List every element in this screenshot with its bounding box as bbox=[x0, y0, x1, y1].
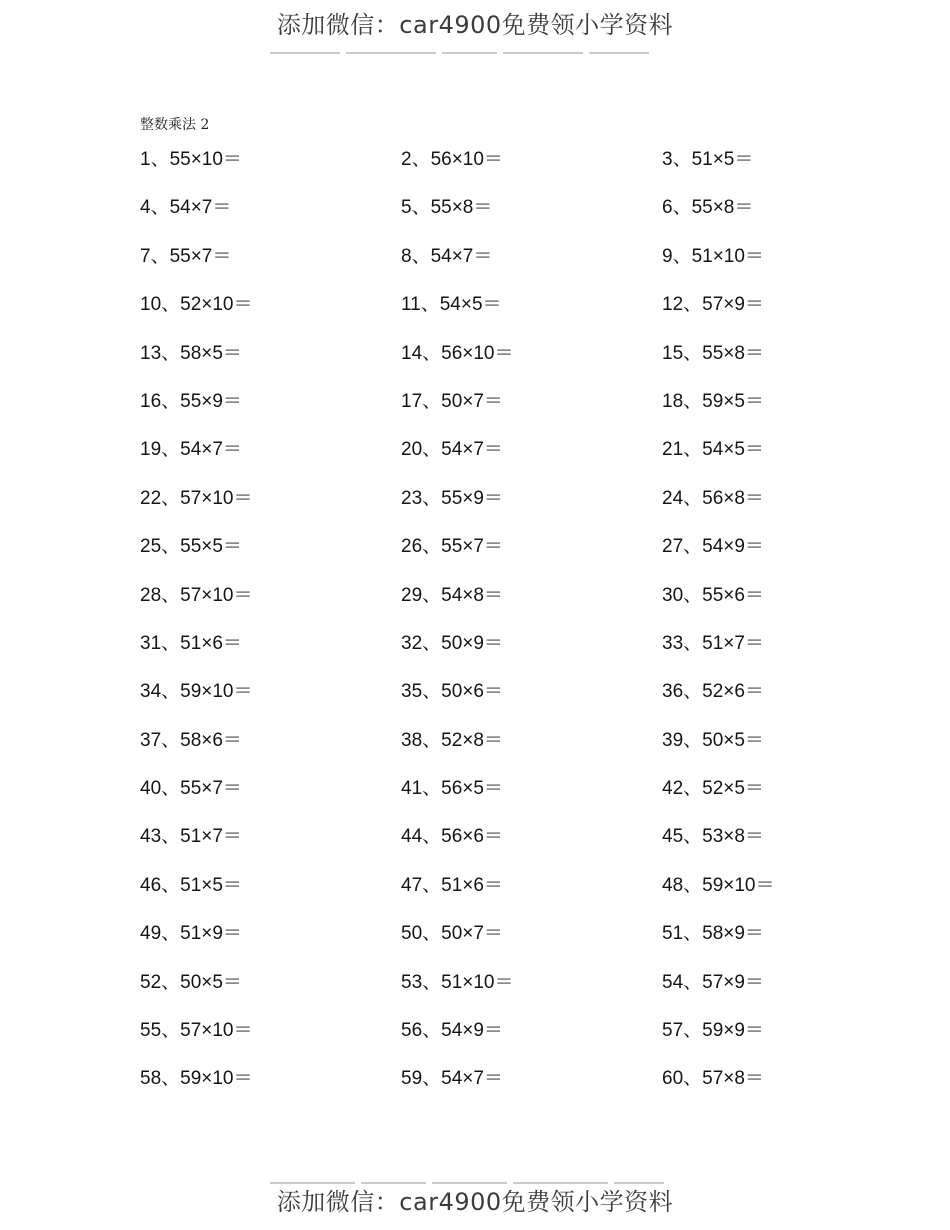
problem-item: 59、54×7＝ bbox=[401, 1068, 503, 1090]
problem-item: 23、55×9＝ bbox=[401, 487, 503, 509]
problem-grid bbox=[140, 146, 940, 1114]
problem-item: 10、52×10＝ bbox=[140, 294, 253, 316]
problem-item: 26、55×7＝ bbox=[401, 536, 503, 558]
problem-item: 6、55×8＝ bbox=[662, 197, 754, 219]
problem-item: 28、57×10＝ bbox=[140, 584, 253, 606]
problem-item: 18、59×5＝ bbox=[662, 390, 764, 412]
problem-item: 9、51×10＝ bbox=[662, 245, 764, 267]
problem-item: 40、55×7＝ bbox=[140, 778, 242, 800]
problem-item: 55、57×10＝ bbox=[140, 1020, 253, 1042]
problem-item: 33、51×7＝ bbox=[662, 632, 764, 654]
problem-item: 21、54×5＝ bbox=[662, 439, 764, 461]
problem-item: 52、50×5＝ bbox=[140, 971, 242, 993]
problem-item: 22、57×10＝ bbox=[140, 487, 253, 509]
problem-item: 7、55×7＝ bbox=[140, 245, 232, 267]
problem-item: 39、50×5＝ bbox=[662, 729, 764, 751]
ghost-text-top bbox=[270, 42, 680, 54]
problem-item: 50、50×7＝ bbox=[401, 923, 503, 945]
problem-item: 8、54×7＝ bbox=[401, 245, 493, 267]
problem-item: 24、56×8＝ bbox=[662, 487, 764, 509]
problem-item: 57、59×9＝ bbox=[662, 1020, 764, 1042]
problem-item: 51、58×9＝ bbox=[662, 923, 764, 945]
problem-item: 16、55×9＝ bbox=[140, 390, 242, 412]
problem-item: 13、58×5＝ bbox=[140, 342, 242, 364]
watermark-bottom: 添加微信：car4900免费领小学资料 bbox=[0, 1184, 950, 1220]
problem-item: 34、59×10＝ bbox=[140, 681, 253, 703]
problem-item: 58、59×10＝ bbox=[140, 1068, 253, 1090]
problem-item: 29、54×8＝ bbox=[401, 584, 503, 606]
problem-item: 43、51×7＝ bbox=[140, 826, 242, 848]
problem-item: 56、54×9＝ bbox=[401, 1020, 503, 1042]
problem-item: 30、55×6＝ bbox=[662, 584, 764, 606]
problem-item: 44、56×6＝ bbox=[401, 826, 503, 848]
ghost-text-bottom bbox=[270, 1172, 680, 1184]
problem-item: 15、55×8＝ bbox=[662, 342, 764, 364]
problem-item: 49、51×9＝ bbox=[140, 923, 242, 945]
problem-item: 31、51×6＝ bbox=[140, 632, 242, 654]
problem-item: 37、58×6＝ bbox=[140, 729, 242, 751]
problem-item: 60、57×8＝ bbox=[662, 1068, 764, 1090]
problem-item: 32、50×9＝ bbox=[401, 632, 503, 654]
problem-item: 45、53×8＝ bbox=[662, 826, 764, 848]
watermark-top: 添加微信：car4900免费领小学资料 bbox=[0, 8, 950, 42]
problem-item: 27、54×9＝ bbox=[662, 536, 764, 558]
problem-item: 46、51×5＝ bbox=[140, 874, 242, 896]
problem-item: 12、57×9＝ bbox=[662, 294, 764, 316]
problem-item: 53、51×10＝ bbox=[401, 971, 514, 993]
problem-item: 36、52×6＝ bbox=[662, 681, 764, 703]
problem-item: 48、59×10＝ bbox=[662, 874, 775, 896]
problem-item: 25、55×5＝ bbox=[140, 536, 242, 558]
problem-item: 42、52×5＝ bbox=[662, 778, 764, 800]
problem-item: 14、56×10＝ bbox=[401, 342, 514, 364]
problem-item: 20、54×7＝ bbox=[401, 439, 503, 461]
problem-item: 3、51×5＝ bbox=[662, 149, 754, 170]
problem-item: 35、50×6＝ bbox=[401, 681, 503, 703]
problem-item: 11、54×5＝ bbox=[401, 294, 502, 316]
problem-item: 41、56×5＝ bbox=[401, 778, 503, 800]
problem-item: 1、55×10＝ bbox=[140, 149, 242, 170]
problem-item: 2、56×10＝ bbox=[401, 149, 503, 170]
problem-item: 54、57×9＝ bbox=[662, 971, 764, 993]
problem-item: 4、54×7＝ bbox=[140, 197, 232, 219]
problem-item: 19、54×7＝ bbox=[140, 439, 242, 461]
problem-item: 5、55×8＝ bbox=[401, 197, 493, 219]
problem-item: 38、52×8＝ bbox=[401, 729, 503, 751]
problem-item: 17、50×7＝ bbox=[401, 390, 503, 412]
worksheet-title: 整数乘法 2 bbox=[140, 117, 210, 133]
problem-item: 47、51×6＝ bbox=[401, 874, 503, 896]
